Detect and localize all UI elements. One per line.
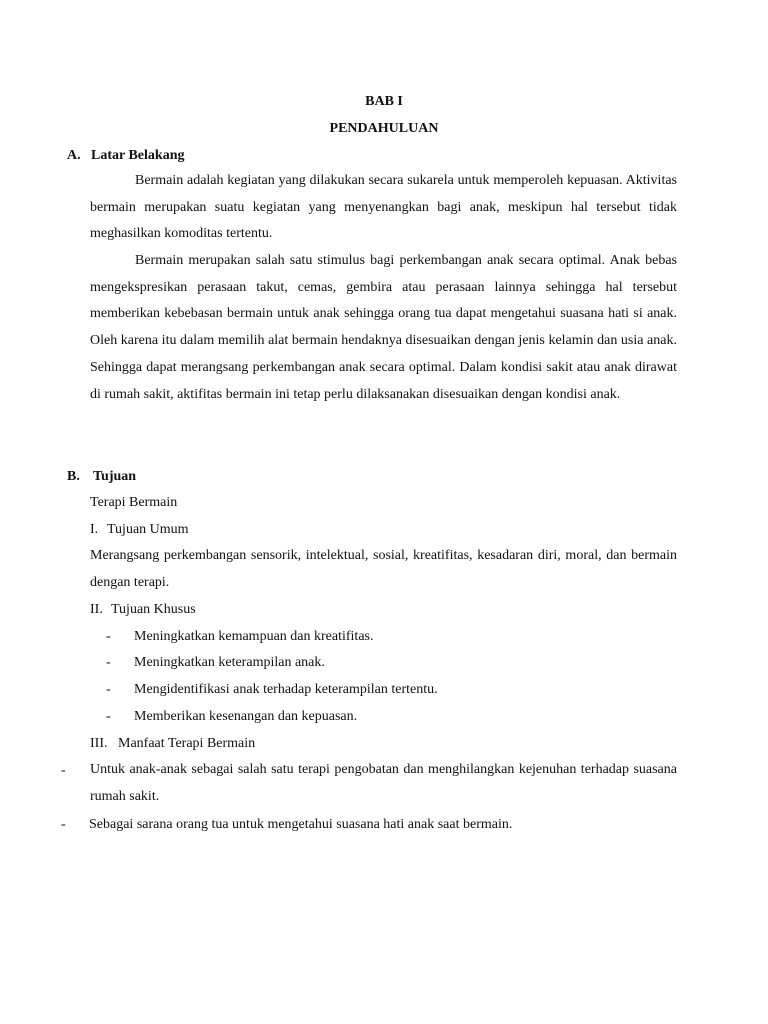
bullet-dash: - — [106, 709, 111, 724]
tujuan-khusus-heading: Tujuan Khusus — [111, 602, 196, 617]
tujuan-umum-text: Merangsang perkembangan sensorik, intelektual, sosial, kreatifitas, kesadaran diri, moral, dan bermain dengan terapi. — [90, 548, 677, 590]
manfaat-heading: Manfaat Terapi Bermain — [118, 736, 256, 751]
list-item-text: Meningkatkan keterampilan anak. — [134, 655, 325, 670]
list-item-text: Untuk anak-anak sebagai salah satu terapi pengobatan dan menghilangkan kejenuhan terhadap suasana rumah sakit. — [90, 762, 677, 804]
bullet-dash: - — [61, 763, 66, 778]
list-item-text: Meningkatkan kemampuan dan kreatifitas. — [134, 629, 374, 644]
bullet-dash: - — [106, 629, 111, 644]
background-paragraph-1: Bermain adalah kegiatan yang dilakukan secara sukarela untuk memperoleh kepuasan. Aktivitas bermain merupakan suatu kegiatan yang menyenangkan bagi anak, meskipun hal tersebut tidak meghasilkan komoditas tertentu. — [90, 173, 677, 242]
list-item-text: Sebagai sarana orang tua untuk mengetahui suasana hati anak saat bermain. — [89, 817, 513, 832]
chapter-title: PENDAHULUAN — [329, 121, 439, 136]
bullet-dash: - — [106, 682, 111, 697]
tujuan-khusus-marker: II. — [90, 602, 103, 617]
list-item-text: Memberikan kesenangan dan kepuasan. — [134, 709, 358, 724]
tujuan-umum-marker: I. — [90, 522, 99, 537]
section-b-heading: Tujuan — [93, 469, 137, 484]
manfaat-marker: III. — [90, 736, 108, 751]
bullet-dash: - — [106, 655, 111, 670]
section-b-marker: B. — [67, 469, 80, 484]
list-item-text: Mengidentifikasi anak terhadap keterampilan tertentu. — [134, 682, 438, 697]
section-a-marker: A. — [67, 148, 81, 163]
tujuan-umum-heading: Tujuan Umum — [107, 522, 189, 537]
section-a-heading: Latar Belakang — [91, 148, 185, 163]
section-b-subtitle: Terapi Bermain — [90, 495, 178, 510]
chapter-label: BAB I — [365, 94, 403, 109]
bullet-dash: - — [61, 817, 66, 832]
background-paragraph-2: Bermain merupakan salah satu stimulus bagi perkembangan anak secara optimal. Anak bebas mengekspresikan perasaan takut, cemas, gembira atau perasaan lainnya sehingga hal tersebut memberikan kebebasan bermain untuk anak sehingga orang tua dapat mengetahui suasana hati si anak. Oleh karena itu dalam memilih alat bermain hendaknya disesuaikan dengan jenis kelamin dan usia anak. Sehingga dapat merangsang perkembangan anak secara optimal. Dalam kondisi sakit atau anak dirawat di rumah sakit, aktifitas bermain ini tetap perlu dilaksanakan disesuaikan dengan kondisi anak. — [90, 253, 677, 402]
